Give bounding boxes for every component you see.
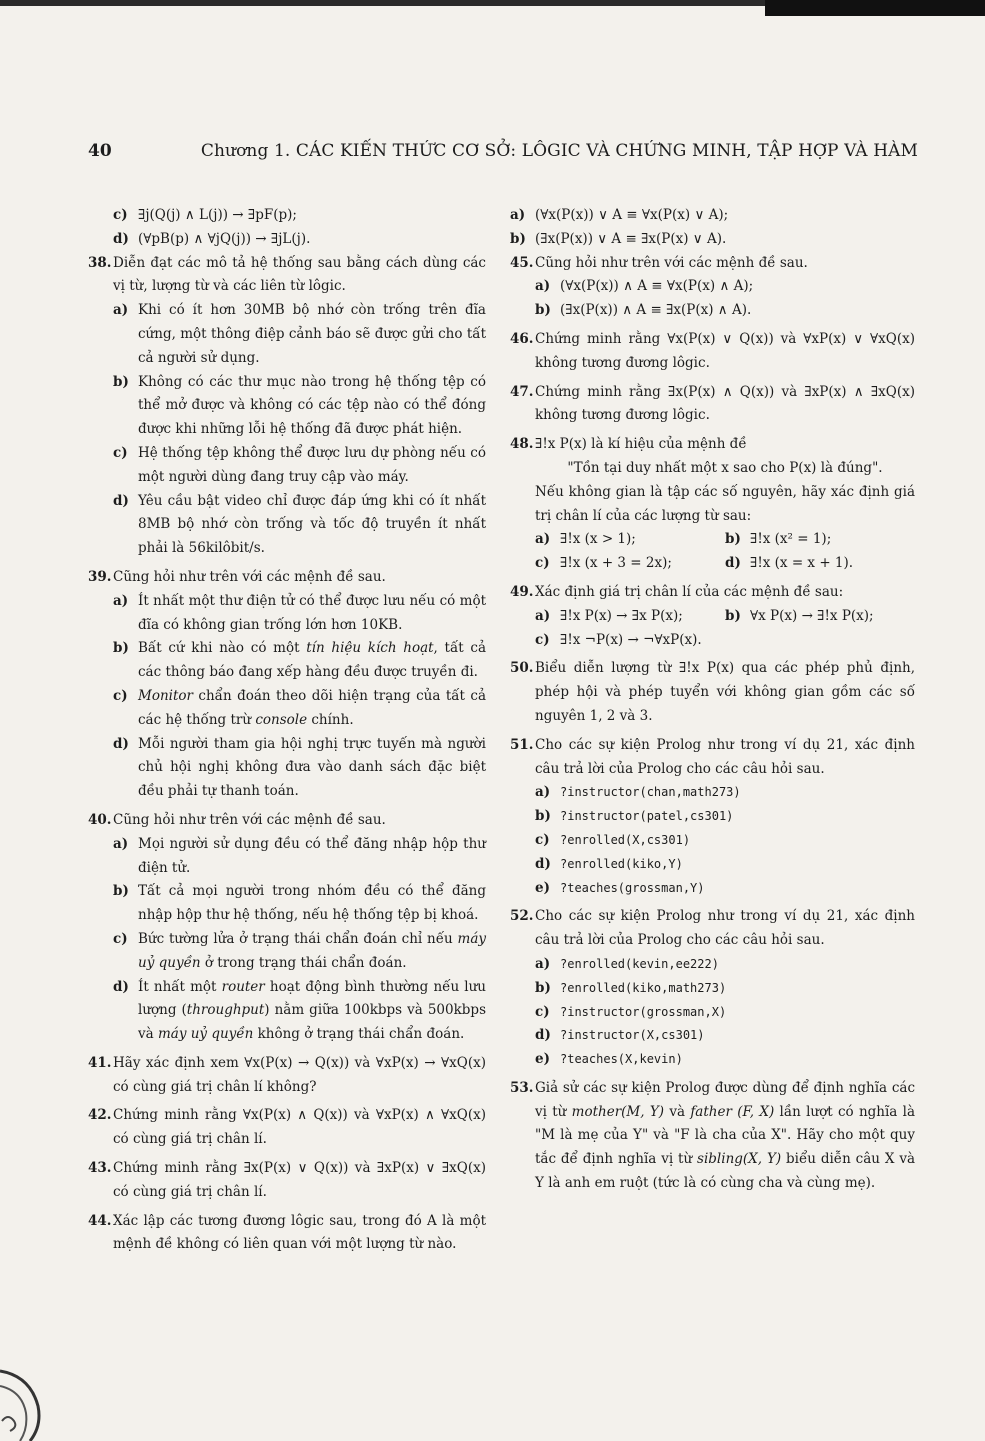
page-number: 40 bbox=[88, 141, 112, 161]
exercise-45: 45. Cũng hỏi như trên với các mệnh đề sau. a) (∀x(P(x)) ∧ A ≡ ∀x(P(x) ∧ A); b) (∃x(P(x)) ∧ A ≡ ∃x(P(x) ∧ A). bbox=[510, 252, 915, 323]
exercise-number: 41. bbox=[88, 1054, 112, 1071]
exercise-item: a) ∃!x P(x) → ∃x P(x); bbox=[535, 607, 683, 624]
exercise-item: d) ∃!x (x = x + 1). bbox=[725, 555, 854, 572]
item-row bbox=[535, 528, 915, 552]
exercise-item: b) Bất cứ khi nào có một tín hiệu kích hoạt, tất cả các thông báo đang xếp hàng đều được truyền đi. bbox=[113, 640, 486, 681]
exercise-53: 53. Giả sử các sự kiện Prolog được dùng để định nghĩa các vị từ mother(M, Y) và father (F, X) lần lượt có nghĩa là "M là mẹ của Y" và "F là cha của X". Hãy cho một quy tắc để định nghĩa vị từ sibling(X, Y) biểu diễn câu X và Y là anh em ruột (tức là có cùng cha và cùng mẹ). bbox=[510, 1077, 915, 1196]
exercise-item: a) ?enrolled(kevin,ee222) bbox=[535, 955, 719, 972]
exercise-number: 44. bbox=[88, 1212, 112, 1229]
page-header bbox=[88, 141, 918, 161]
exercise-item: c) Hệ thống tệp không thể được lưu dự phòng nếu có một người dùng đang truy cập vào máy. bbox=[113, 444, 486, 485]
exercise-41: 41. Hãy xác định xem ∀x(P(x) → Q(x)) và ∀xP(x) → ∀xQ(x) có cùng giá trị chân lí không? bbox=[88, 1052, 486, 1100]
exercise-item: a) Ít nhất một thư điện tử có thể được lưu nếu có một đĩa có không gian trống lớn hơn 10KB. bbox=[113, 592, 486, 633]
item-row bbox=[535, 552, 915, 576]
exercise-item: d) Mỗi người tham gia hội nghị trực tuyến mà người chủ hội nghị không đưa vào danh sách đặc biệt đều phải tự thanh toán. bbox=[113, 735, 486, 800]
exercise-item: a) (∀x(P(x)) ∧ A ≡ ∀x(P(x) ∧ A); bbox=[535, 278, 754, 295]
exercise-number: 39. bbox=[88, 568, 112, 585]
exercise-item: a) Mọi người sử dụng đều có thể đăng nhập hộp thư điện tử. bbox=[113, 835, 486, 876]
exercise-item: c) ∃!x (x + 3 = 2x); bbox=[535, 555, 672, 572]
exercise-item: a) ?instructor(chan,math273) bbox=[535, 784, 741, 801]
exercise-item: c) ?instructor(grossman,X) bbox=[535, 1003, 727, 1020]
running-title: Chương 1. CÁC KIẾN THỨC CƠ SỞ: LÔGIC VÀ CHỨNG MINH, TẬP HỢP VÀ HÀM bbox=[200, 141, 918, 161]
exercise-item: d) Yêu cầu bật video chỉ được đáp ứng khi có ít nhất 8MB bộ nhớ còn trống và tốc độ truyền ít nhất phải là 56kilôbit/s. bbox=[113, 492, 486, 557]
left-column bbox=[88, 204, 486, 1262]
exercise-item: e) ?teaches(grossman,Y) bbox=[535, 879, 705, 896]
exercise-item: d) (∀pB(p) ∧ ∀jQ(j)) → ∃jL(j). bbox=[113, 230, 311, 247]
exercise-number: 46. bbox=[510, 330, 534, 347]
exercise-item: d) ?instructor(X,cs301) bbox=[535, 1027, 705, 1044]
exercise-44: 44. Xác lập các tương đương lôgic sau, trong đó A là một mệnh đề không có liên quan với một lượng từ nào. bbox=[88, 1210, 486, 1258]
exercise-46: 46. Chứng minh rằng ∀x(P(x) ∨ Q(x)) và ∀xP(x) ∨ ∀xQ(x) không tương đương lôgic. bbox=[510, 328, 915, 376]
page-corner-scribble-icon bbox=[0, 1351, 70, 1441]
exercise-item: a) Khi có ít hơn 30MB bộ nhớ còn trống trên đĩa cứng, một thông điệp cảnh báo sẽ được gửi cho tất cả người sử dụng. bbox=[113, 302, 486, 366]
exercise-43: 43. Chứng minh rằng ∃x(P(x) ∨ Q(x)) và ∃xP(x) ∨ ∃xQ(x) có cùng giá trị chân lí. bbox=[88, 1157, 486, 1205]
exercise-item: c) ?enrolled(X,cs301) bbox=[535, 831, 691, 848]
exercise-number: 51. bbox=[510, 736, 534, 753]
exercise-item: b) (∃x(P(x)) ∧ A ≡ ∃x(P(x) ∧ A). bbox=[535, 302, 752, 319]
exercise-item: d) Ít nhất một router hoạt động bình thường nếu lưu lượng (throughput) nằm giữa 100kbps và 500kbps và máy uỷ quyền không ở trạng thái chẩn đoán. bbox=[113, 978, 486, 1043]
exercise-39: 39. Cũng hỏi như trên với các mệnh đề sau. a) Ít nhất một thư điện tử có thể được lưu nếu có một đĩa có không gian trống lớn hơn 10KB. b) Bất cứ khi nào có một tín hiệu kích hoạt, tất cả các thông báo đang xếp hàng đều được truyền đi. c) Monitor chẩn đoán theo dõi hiện trạng của tất cả các hệ thống trừ console chính. d) Mỗi người tham gia hội nghị trực tuyến mà người chủ hội nghị không đưa vào danh sách đặc biệt đều phải tự thanh toán. bbox=[88, 566, 486, 804]
exercise-item: a) ∃!x (x > 1); bbox=[535, 531, 636, 548]
exercise-number: 42. bbox=[88, 1107, 112, 1124]
exercise-number: 53. bbox=[510, 1079, 534, 1096]
exercise-51: 51. Cho các sự kiện Prolog như trong ví dụ 21, xác định câu trả lời của Prolog cho các câu hỏi sau. a) ?instructor(chan,math273) b) ?instructor(patel,cs301) c) ?enrolled(X,cs301) d) ?enrolled(kiko,Y) e) ?teaches(grossman,Y) bbox=[510, 734, 915, 901]
exercise-number: 43. bbox=[88, 1160, 112, 1177]
exercise-49: 49. Xác định giá trị chân lí của các mệnh đề sau: a) ∃!x P(x) → ∃x P(x); b) ∀x P(x) → ∃!x P(x); c) ∃!x ¬P(x) → ¬∀xP(x). bbox=[510, 581, 915, 652]
exercise-item: b) (∃x(P(x)) ∨ A ≡ ∃x(P(x) ∨ A). bbox=[510, 230, 727, 247]
exercise-47: 47. Chứng minh rằng ∃x(P(x) ∧ Q(x)) và ∃xP(x) ∧ ∃xQ(x) không tương đương lôgic. bbox=[510, 381, 915, 429]
exercise-item: c) Bức tường lửa ở trạng thái chẩn đoán chỉ nếu máy uỷ quyền ở trong trạng thái chẩn đoán. bbox=[113, 930, 486, 971]
exercise-item: e) ?teaches(X,kevin) bbox=[535, 1051, 683, 1068]
exercise-number: 38. bbox=[88, 254, 112, 271]
exercise-number: 40. bbox=[88, 811, 112, 828]
exercise-item: b) ?enrolled(kiko,math273) bbox=[535, 979, 727, 996]
exercise-40: 40. Cũng hỏi như trên với các mệnh đề sau. a) Mọi người sử dụng đều có thể đăng nhập hộp thư điện tử. b) Tất cả mọi người trong nhóm đều có thể đăng nhập hộp thư hệ thống, nếu hệ thống tệp bị khoá. c) Bức tường lửa ở trạng thái chẩn đoán chỉ nếu máy uỷ quyền ở trong trạng thái chẩn đoán. d) Ít nhất một router hoạt động bình thường nếu lưu lượng (throughput) nằm giữa 100kbps và 500kbps và máy uỷ quyền không ở trạng thái chẩn đoán. bbox=[88, 809, 486, 1047]
exercise-item: c) ∃!x ¬P(x) → ¬∀xP(x). bbox=[535, 631, 702, 648]
exercise-item: b) ∀x P(x) → ∃!x P(x); bbox=[725, 607, 874, 624]
exercise-item: c) Monitor chẩn đoán theo dõi hiện trạng của tất cả các hệ thống trừ console chính. bbox=[113, 687, 486, 728]
exercise-number: 48. bbox=[510, 436, 534, 453]
right-column bbox=[510, 204, 915, 1201]
exercise-37-continued bbox=[88, 204, 486, 252]
exercise-number: 49. bbox=[510, 583, 534, 600]
exercise-52: 52. Cho các sự kiện Prolog như trong ví dụ 21, xác định câu trả lời của Prolog cho các câu hỏi sau. a) ?enrolled(kevin,ee222) b) ?enrolled(kiko,math273) c) ?instructor(grossman,X) d) ?instructor(X,cs301) e) ?teaches(X,kevin) bbox=[510, 905, 915, 1072]
page-top-edge-dark bbox=[765, 0, 985, 16]
exercise-item: b) Không có các thư mục nào trong hệ thống tệp có thể mở được và không có các tệp nào có thể đóng được khi những lỗi hệ thống đã được phát hiện. bbox=[113, 373, 486, 438]
exercise-number: 47. bbox=[510, 383, 534, 400]
exercise-item: d) ?enrolled(kiko,Y) bbox=[535, 855, 683, 872]
exercise-number: 45. bbox=[510, 254, 534, 271]
exercise-item: a) (∀x(P(x)) ∨ A ≡ ∀x(P(x) ∨ A); bbox=[510, 207, 729, 223]
exercise-item: c) ∃j(Q(j) ∧ L(j)) → ∃pF(p); bbox=[113, 207, 297, 223]
exercise-48: 48. ∃!x P(x) là kí hiệu của mệnh đề "Tồn tại duy nhất một x sao cho P(x) là đúng". Nếu không gian là tập các số nguyên, hãy xác định giá trị chân lí của các lượng từ sau: a) ∃!x (x > 1); b) ∃!x (x² = 1); c) ∃!x (x + 3 = 2x); d) ∃!x (x = x + 1). bbox=[510, 433, 915, 576]
exercise-44-continued bbox=[510, 204, 915, 252]
exercise-item: b) ?instructor(patel,cs301) bbox=[535, 808, 734, 825]
exercise-38: 38. Diễn đạt các mô tả hệ thống sau bằng cách dùng các vị từ, lượng từ và các liên từ lôgic. a) Khi có ít hơn 30MB bộ nhớ còn trống trên đĩa cứng, một thông điệp cảnh báo sẽ được gửi cho tất cả người sử dụng. b) Không có các thư mục nào trong hệ thống tệp có thể mở được và không có các tệp nào có thể đóng được khi những lỗi hệ thống đã được phát hiện. c) Hệ thống tệp không thể được lưu dự phòng nếu có một người dùng đang truy cập vào máy. d) Yêu cầu bật video chỉ được đáp ứng khi có ít nhất 8MB bộ nhớ còn trống và tốc độ truyền ít nhất phải là 56kilôbit/s. bbox=[88, 252, 486, 561]
exercise-item: b) Tất cả mọi người trong nhóm đều có thể đăng nhập hộp thư hệ thống, nếu hệ thống tệp bị khoá. bbox=[113, 883, 486, 924]
exercise-number: 52. bbox=[510, 908, 534, 925]
definition-quote: "Tồn tại duy nhất một x sao cho P(x) là đúng". bbox=[567, 459, 883, 476]
item-row bbox=[535, 605, 915, 629]
exercise-number: 50. bbox=[510, 660, 534, 677]
exercise-item: b) ∃!x (x² = 1); bbox=[725, 531, 832, 548]
exercise-50: 50. Biểu diễn lượng từ ∃!x P(x) qua các phép phủ định, phép hội và phép tuyển với không gian gồm các số nguyên 1, 2 và 3. bbox=[510, 657, 915, 728]
exercise-42: 42. Chứng minh rằng ∀x(P(x) ∧ Q(x)) và ∀xP(x) ∧ ∀xQ(x) có cùng giá trị chân lí. bbox=[88, 1104, 486, 1152]
